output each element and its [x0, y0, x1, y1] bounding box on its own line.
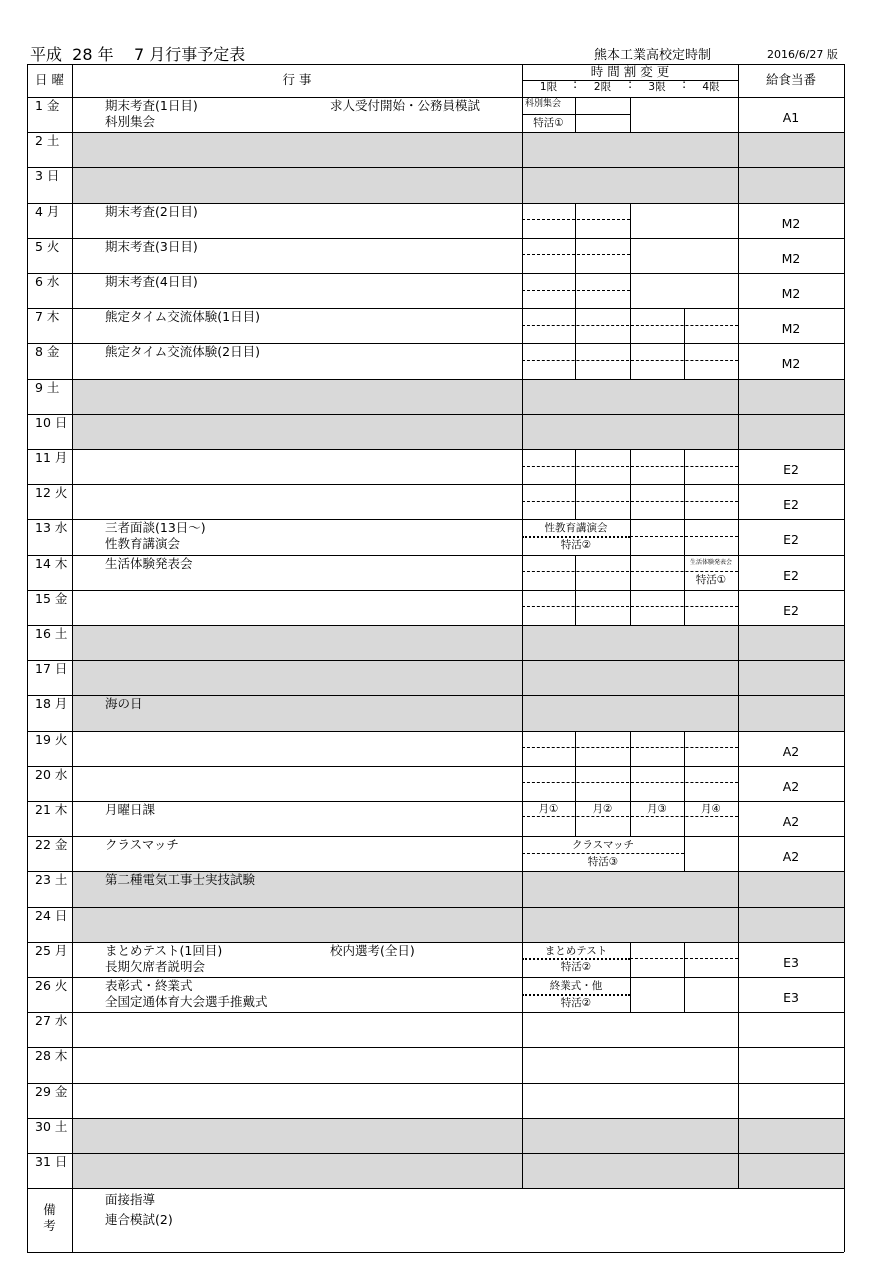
period-divider [575, 273, 576, 308]
period-note: 特活③ [587, 855, 619, 868]
period-line [522, 114, 630, 115]
period-header: 2限 [593, 81, 612, 93]
row-date: 29 金 [35, 1083, 68, 1099]
period-divider [630, 555, 631, 590]
period-header: 4限 [702, 81, 720, 93]
row-date: 25 月 [35, 942, 68, 958]
period-note: 月① [538, 803, 559, 815]
event-text: 三者面談(13日～) [105, 520, 206, 536]
lunch-duty: E3 [783, 990, 799, 1005]
period-divider [575, 97, 576, 132]
row-date: 6 水 [35, 274, 60, 289]
row-date: 8 金 [35, 344, 60, 360]
event-text: 長期欠席者説明会 [105, 958, 206, 974]
event-text: 科別集会 [105, 114, 156, 129]
shaded-cell [522, 1118, 738, 1153]
shaded-cell [72, 379, 522, 414]
lunch-duty: E2 [783, 567, 799, 583]
shaded-cell [72, 1118, 522, 1153]
row-line [27, 695, 844, 696]
period-dash [522, 290, 630, 291]
event-text: 表彰式・終業式 [105, 978, 193, 993]
shaded-cell [522, 695, 738, 730]
row-date: 20 水 [35, 766, 68, 782]
row-date: 19 火 [35, 731, 68, 747]
event-text: クラスマッチ [105, 837, 179, 853]
row-date: 17 日 [35, 661, 68, 677]
lunch-duty: E3 [783, 954, 799, 970]
row-line [27, 379, 844, 380]
column-header-lunch: 給食当番 [765, 72, 816, 87]
shaded-cell [72, 1153, 522, 1188]
row-line [27, 1047, 844, 1048]
row-line [27, 414, 844, 415]
period-divider [630, 942, 631, 977]
shaded-cell [72, 660, 522, 695]
shaded-cell [522, 871, 738, 906]
period-divider [630, 731, 631, 766]
column-header-timetable: 時 間 割 変 更 [590, 64, 670, 79]
event-text: 月曜日課 [105, 802, 156, 817]
remarks-line: 連合模試(2) [105, 1212, 173, 1228]
event-text: 期末考査(2日目) [105, 203, 198, 219]
shaded-cell [72, 132, 522, 167]
period-note: 生活体験発表会 [689, 558, 732, 566]
row-date: 3 日 [35, 168, 60, 184]
period-dash [522, 816, 738, 817]
period-note: 月④ [701, 803, 721, 815]
period-divider [630, 590, 631, 625]
period-separator: : [573, 76, 578, 91]
period-note: 性教育講演会 [544, 522, 608, 535]
lunch-duty: M2 [781, 321, 801, 337]
lunch-duty: A1 [782, 110, 800, 125]
row-line [27, 660, 844, 661]
shaded-cell [738, 132, 844, 167]
shaded-cell [522, 167, 738, 202]
shaded-cell [738, 414, 844, 449]
period-divider [630, 273, 631, 308]
period-dash [522, 782, 738, 783]
shaded-cell [738, 907, 844, 942]
period-divider [684, 836, 685, 871]
shaded-cell [738, 695, 844, 730]
row-line [27, 484, 844, 485]
shaded-cell [72, 167, 522, 202]
period-dash [630, 958, 738, 959]
period-divider [630, 449, 631, 484]
event-text: まとめテスト(1回目) [105, 942, 223, 958]
period-divider [684, 942, 685, 977]
table-border [27, 64, 28, 1252]
period-note: 特活② [560, 996, 592, 1009]
period-note: まとめテスト [544, 944, 608, 957]
period-divider [575, 731, 576, 766]
period-divider [684, 449, 685, 484]
event-text: 生活体験発表会 [105, 555, 193, 571]
event-text: 熊定タイム交流体験(1日目) [105, 309, 260, 325]
column-divider [738, 64, 739, 1188]
shaded-cell [738, 167, 844, 202]
event-text: 熊定タイム交流体験(2日目) [105, 344, 260, 360]
period-divider [684, 590, 685, 625]
row-date: 11 月 [35, 450, 68, 465]
row-date: 16 土 [35, 626, 68, 641]
shaded-cell [522, 625, 738, 660]
row-date: 14 木 [35, 555, 68, 571]
period-dotted-line [522, 536, 630, 538]
period-note: 特活① [533, 116, 564, 129]
period-divider [575, 590, 576, 625]
event-text: 性教育講演会 [105, 536, 181, 552]
column-divider [72, 64, 73, 1252]
lunch-duty: A2 [782, 778, 800, 794]
period-dash [522, 747, 738, 748]
lunch-duty: E2 [783, 602, 799, 618]
period-divider [575, 238, 576, 273]
period-dash [522, 219, 630, 220]
period-dash [522, 254, 630, 255]
shaded-cell [522, 1153, 738, 1188]
shaded-cell [738, 625, 844, 660]
period-dotted-line [522, 994, 630, 996]
period-divider [630, 977, 631, 1012]
period-dash [522, 325, 738, 326]
table-border [27, 1252, 844, 1253]
period-note: 月② [592, 803, 613, 815]
period-dash [522, 501, 738, 502]
period-note: 月③ [647, 803, 667, 815]
row-date: 24 日 [35, 907, 68, 923]
period-divider [630, 238, 631, 273]
period-divider [575, 555, 576, 590]
shaded-cell [72, 414, 522, 449]
shaded-cell [738, 660, 844, 695]
period-note: 特活② [560, 539, 592, 551]
period-separator: : [628, 76, 633, 91]
period-divider [630, 97, 631, 132]
period-divider [630, 766, 631, 801]
row-date: 18 月 [35, 696, 68, 712]
shaded-cell [522, 907, 738, 942]
lunch-duty: E2 [783, 532, 799, 548]
row-date: 4 月 [35, 203, 60, 219]
lunch-duty: M2 [781, 250, 801, 266]
row-line [27, 1118, 844, 1119]
row-line [27, 907, 844, 908]
period-divider [684, 977, 685, 1012]
period-note: 終業式・他 [549, 980, 603, 992]
row-date: 7 木 [35, 309, 60, 325]
row-line [27, 449, 844, 450]
remarks-label: 考 [43, 1218, 56, 1234]
lunch-duty: A2 [782, 814, 800, 829]
period-divider [684, 766, 685, 801]
row-date: 22 金 [35, 837, 68, 853]
period-note: クラスマッチ [571, 839, 635, 852]
row-line [27, 1188, 844, 1189]
lunch-duty: M2 [781, 286, 801, 301]
period-dash [522, 571, 738, 572]
period-note: 特活② [560, 961, 592, 974]
row-date: 31 日 [35, 1154, 68, 1169]
event-text: 期末考査(4日目) [105, 274, 198, 289]
row-line [27, 1083, 844, 1084]
row-date: 15 金 [35, 590, 68, 606]
event-text: 全国定通体育大会選手推戴式 [105, 994, 268, 1009]
row-date: 12 火 [35, 485, 68, 501]
column-header-events: 行 事 [282, 72, 312, 87]
row-date: 30 土 [35, 1118, 68, 1134]
period-divider [575, 766, 576, 801]
shaded-cell [738, 1153, 844, 1188]
page-title: 平成 28 年 7 月行事予定表 [30, 45, 246, 64]
period-separator: : [682, 76, 687, 91]
lunch-duty: E2 [783, 462, 799, 477]
period-divider [630, 203, 631, 238]
row-line [27, 1153, 844, 1154]
school-name: 熊本工業高校定時制 [594, 48, 712, 63]
column-header-day: 日 曜 [35, 72, 64, 87]
row-date: 13 水 [35, 520, 68, 536]
row-date: 2 土 [35, 133, 60, 149]
row-line [27, 1012, 844, 1013]
event-text: 期末考査(1日目) [105, 98, 198, 113]
lunch-duty: E2 [783, 497, 799, 513]
period-divider [575, 449, 576, 484]
row-date: 9 土 [35, 379, 60, 395]
row-line [27, 132, 844, 133]
period-header: 1限 [539, 81, 558, 93]
shaded-cell [738, 1118, 844, 1153]
shaded-cell [522, 660, 738, 695]
row-date: 21 木 [35, 802, 68, 817]
remarks-label: 備 [43, 1202, 56, 1218]
event-text: 海の日 [105, 696, 143, 712]
row-date: 28 木 [35, 1048, 68, 1064]
period-divider [575, 203, 576, 238]
shaded-cell [522, 132, 738, 167]
row-date: 27 水 [35, 1013, 68, 1029]
remarks-line: 面接指導 [105, 1192, 156, 1208]
version-date: 2016/6/27 版 [767, 48, 838, 61]
period-note: 特活① [695, 574, 727, 587]
period-header: 3限 [648, 81, 666, 93]
lunch-duty: M2 [781, 356, 801, 372]
event-text-right: 校内選考(全日) [330, 942, 415, 958]
lunch-duty: A2 [782, 743, 800, 759]
event-text-right: 求人受付開始・公務員模試 [330, 98, 481, 113]
shaded-cell [72, 625, 522, 660]
shaded-cell [522, 414, 738, 449]
period-dash [522, 853, 684, 854]
row-line [27, 625, 844, 626]
event-text: 期末考査(3日目) [105, 238, 198, 254]
period-dash [630, 536, 738, 537]
row-date: 10 日 [35, 414, 68, 430]
table-border [844, 64, 845, 1252]
shaded-cell [72, 907, 522, 942]
shaded-cell [522, 379, 738, 414]
row-line [27, 766, 844, 767]
event-text: 第二種電気工事士実技試験 [105, 872, 256, 888]
row-date: 1 金 [35, 98, 60, 113]
row-date: 23 土 [35, 872, 68, 888]
period-dash [522, 360, 738, 361]
period-dash [522, 606, 738, 607]
lunch-duty: M2 [781, 215, 801, 231]
row-line [27, 167, 844, 168]
row-date: 26 火 [35, 978, 68, 993]
period-divider [684, 731, 685, 766]
shaded-cell [738, 379, 844, 414]
column-divider [522, 64, 523, 1188]
row-line [27, 731, 844, 732]
period-dash [522, 466, 738, 467]
row-date: 5 火 [35, 238, 60, 254]
shaded-cell [738, 871, 844, 906]
schedule-table [27, 64, 844, 1256]
row-line [27, 590, 844, 591]
lunch-duty: A2 [782, 849, 800, 865]
period-note: 科別集会 [525, 99, 562, 109]
